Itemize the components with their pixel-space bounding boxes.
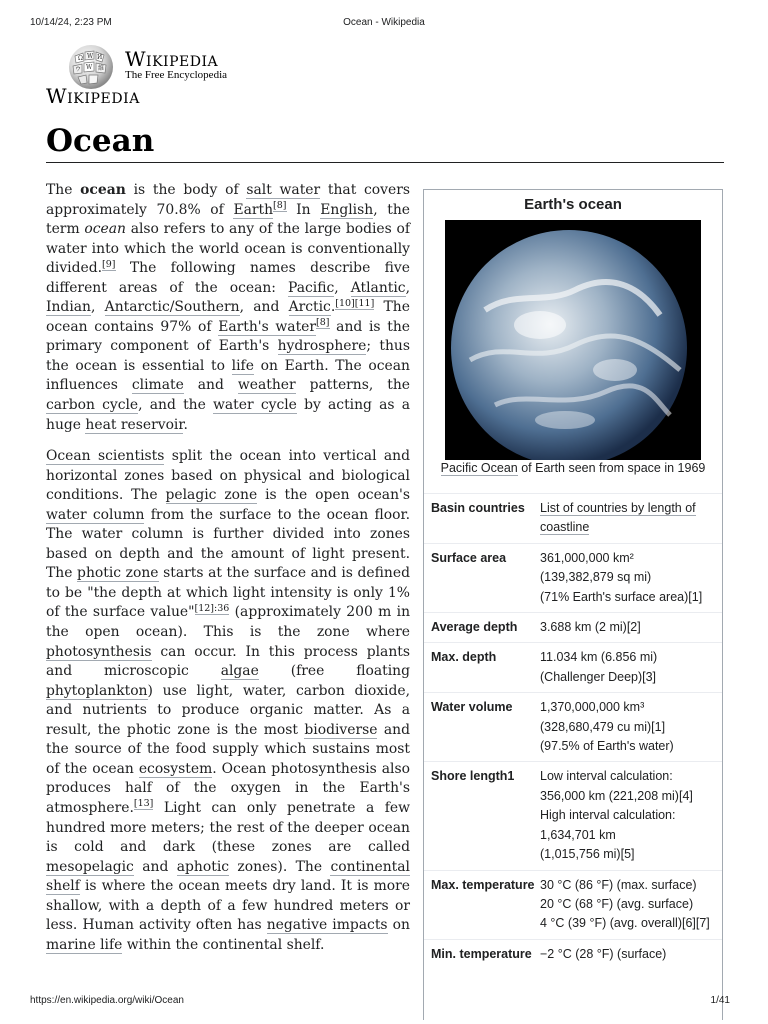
infobox-row [424, 870, 722, 939]
infobox-label: Surface area [431, 550, 507, 565]
wikipedia-wordmark: Wikipedia [125, 47, 219, 71]
link-photosynthesis[interactable]: photosynthesis [46, 643, 152, 660]
link-photic-zone[interactable]: photic zone [77, 565, 159, 582]
infobox-row [424, 612, 722, 642]
link-coastline-list[interactable]: List of countries by length of coastline [540, 501, 696, 535]
page-title: Ocean [46, 123, 155, 159]
svg-text:Ω: Ω [78, 55, 83, 62]
link-pacific[interactable]: Pacific [288, 279, 335, 296]
infobox-label: Water volume [431, 700, 513, 715]
link-salt-water[interactable]: salt water [246, 182, 321, 198]
svg-text:維: 維 [98, 65, 105, 72]
link-english[interactable]: English [320, 201, 374, 218]
title-divider [46, 162, 724, 163]
infobox-row [424, 642, 722, 692]
link-hydrosphere[interactable]: hydrosphere [277, 338, 367, 355]
infobox-value [540, 497, 722, 540]
infobox-value: −2 °C (28 °F) (surface) [540, 946, 667, 961]
wikipedia-tagline: The Free Encyclopedia [125, 69, 228, 81]
infobox-row [424, 543, 722, 612]
link-pelagic-zone[interactable]: pelagic zone [165, 487, 258, 504]
infobox-row [424, 761, 722, 869]
infobox-value: Low interval calculation: 356,000 km (221,208 mi)[4] High interval calculation: 1,634,701 km (1,015,756 mi)[5] [540, 769, 693, 862]
link-earths-water[interactable]: Earth's water [218, 318, 317, 335]
link-water-cycle[interactable]: water cycle [213, 397, 297, 414]
link-water-column[interactable]: water column [46, 506, 145, 523]
svg-text:И: И [97, 54, 103, 61]
citation-10[interactable]: [10] [335, 297, 355, 309]
infobox-rows [424, 493, 722, 969]
link-pacific-ocean[interactable]: Pacific Ocean [440, 461, 518, 475]
zones-paragraph: Ocean scientists split the ocean into vertical and horizontal zones based on physical and biological conditions. The pelagic zone is the open ocean's water column from the surface to the ocean floor. The water column is further divided into zones based on depth and the amount of light present. The photic zone starts at the surface and is defined to be "the depth at which light intensity is only 1% of the surface value"$^{[12]:36}$ (approximately 200 m in the open ocean). This is the zone where photosynthesis can occur. In this process plants and microscopic algae (free floating phytoplankton) use light, water, carbon dioxide, and nutrients to produce organic matter. As a result, the photic zone is the most biodiverse and the source of the food supply which sustains most of the ocean ecosystem. Ocean photosynthesis also produces half of the oxygen in the Earth's atmosphere.[13] Light can only penetrate a few hundred more meters; the rest of the deeper ocean is cold and dark (these zones are called mesopelagic and aphotic zones). The continental shelf is where the ocean meets dry land. It is more shallow, with a depth of a few hundred meters or less. Human activity often has negative impacts on marine life within the continental shelf. [46, 448, 411, 953]
citation-12[interactable]: [12]:36 [194, 602, 230, 614]
infobox-value: 3.688 km (2 mi)[2] [540, 620, 641, 635]
link-phytoplankton[interactable]: phytoplankton [46, 682, 148, 699]
print-footer [30, 995, 738, 1009]
infobox-title: Earth's ocean [524, 196, 622, 213]
infobox-label: Min. temperature [431, 946, 532, 961]
link-indian[interactable]: Indian [46, 299, 91, 316]
infobox [423, 189, 723, 1020]
link-life[interactable]: life [231, 357, 254, 374]
infobox-label: Max. depth [431, 650, 497, 665]
svg-text:W: W [86, 64, 93, 71]
citation-13[interactable]: [13] [133, 798, 154, 810]
link-atlantic[interactable]: Atlantic [350, 279, 406, 296]
link-negative-impacts[interactable]: negative impacts [266, 917, 388, 934]
link-continental-shelf[interactable]: continental shelf [46, 858, 410, 895]
link-earth[interactable]: Earth [233, 201, 274, 218]
svg-text:W: W [87, 53, 94, 60]
earth-globe-image [445, 220, 701, 460]
infobox-label: Average depth [431, 620, 518, 635]
link-antarctic-southern[interactable]: Antarctic/Southern [104, 299, 240, 316]
infobox-label: Shore length1 [431, 769, 515, 784]
article-body [46, 181, 410, 967]
link-algae[interactable]: algae [220, 663, 259, 680]
infobox-caption: Pacific Ocean of Earth seen from space in 1969 [440, 461, 706, 475]
print-page-number: 1/41 [710, 995, 730, 1006]
link-marine-life[interactable]: marine life [46, 936, 123, 953]
wikipedia-wordmark-secondary: Wikipedia [46, 84, 140, 108]
link-climate[interactable]: climate [131, 377, 184, 394]
print-header [30, 17, 738, 31]
infobox-value: 11.034 km (6.856 mi) (Challenger Deep)[3] [540, 650, 658, 684]
infobox-row [424, 692, 722, 761]
link-ecosystem[interactable]: ecosystem [138, 760, 213, 777]
citation-8[interactable]: [8] [273, 199, 287, 211]
intro-paragraph: The ocean is the body of salt water that covers approximately 70.8% of Earth[8] In English, the term ocean also refers to any of the large bodies of water into which the world ocean is conventionally divided.[9] The following names describe five different areas of the ocean: Pacific, Atlantic, Indian, Antarctic/Southern, and Arctic.[10][11] The ocean contains 97% of Earth's water[8] and is the primary component of Earth's hydrosphere; thus the ocean is essential to life on Earth. The ocean influences climate and weather patterns, the carbon cycle, and the water cycle by acting as a huge heat reservoir. [46, 182, 411, 433]
link-weather[interactable]: weather [237, 377, 296, 394]
earth-image[interactable] [445, 220, 701, 460]
link-carbon-cycle[interactable]: carbon cycle [46, 397, 139, 414]
link-biodiverse[interactable]: biodiverse [304, 721, 378, 738]
link-arctic[interactable]: Arctic [288, 299, 331, 316]
svg-text:ウ: ウ [75, 66, 82, 73]
infobox-label: Max. temperature [431, 877, 535, 892]
citation-8b[interactable]: [8] [316, 317, 330, 329]
link-heat-reservoir[interactable]: heat reservoir [85, 416, 184, 433]
link-aphotic[interactable]: aphotic [176, 858, 230, 875]
print-url: https://en.wikipedia.org/wiki/Ocean [30, 995, 184, 1006]
link-mesopelagic[interactable]: mesopelagic [46, 858, 134, 875]
infobox-value: 1,370,000,000 km³ (328,680,479 cu mi)[1] (97.5% of Earth's water) [540, 700, 674, 754]
print-page-title: Ocean - Wikipedia [343, 17, 425, 28]
link-ocean-scientists[interactable]: Ocean scientists [46, 448, 165, 465]
citation-11[interactable]: [11] [354, 297, 375, 309]
infobox-value: 361,000,000 km² (139,382,879 sq mi) (71% Earth's surface area)[1] [540, 550, 703, 604]
print-timestamp: 10/14/24, 2:23 PM [30, 17, 112, 28]
infobox-label: Basin countries [431, 501, 525, 515]
infobox-row [424, 493, 722, 543]
infobox-row [424, 939, 722, 969]
infobox-value: 30 °C (86 °F) (max. surface) 20 °C (68 °F) (avg. surface) 4 °C (39 °F) (avg. overall)[6][7] [540, 877, 710, 931]
citation-9[interactable]: [9] [102, 258, 116, 270]
